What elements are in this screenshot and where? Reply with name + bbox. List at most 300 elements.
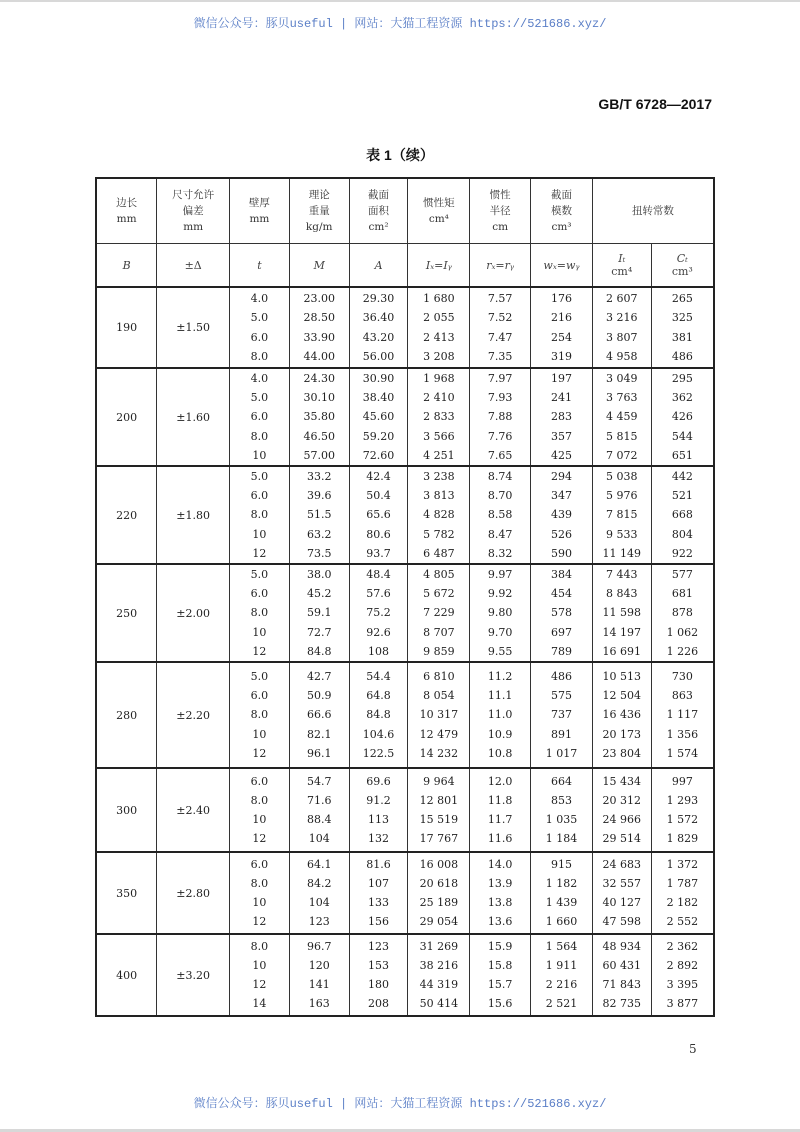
cell-value: 12 — [252, 746, 267, 760]
cell-modulus — [531, 466, 593, 564]
cell-inertia — [408, 768, 470, 852]
cell-value: 8.0 — [250, 429, 269, 443]
cell-value: 12 — [252, 546, 267, 560]
cell-radius — [470, 368, 531, 466]
cell-value: 5.0 — [250, 470, 269, 484]
cell-value: 163 — [308, 997, 330, 1011]
cell-torsion-Ct — [651, 852, 714, 934]
cell-value: 15 519 — [419, 813, 459, 826]
page-number: 5 — [689, 1042, 697, 1056]
cell-weight — [289, 768, 349, 852]
table-row-group — [96, 662, 714, 768]
cell-value: 96.1 — [306, 746, 332, 760]
cell-radius — [470, 852, 531, 934]
cell-value: 3 813 — [423, 489, 455, 503]
cell-tolerance: ±1.60 — [157, 368, 230, 466]
cell-value: 381 — [671, 330, 693, 344]
cell-value: 891 — [550, 727, 572, 741]
cell-value: 5 976 — [606, 489, 638, 503]
cell-value: 45.2 — [306, 587, 332, 601]
cell-value: 15.7 — [487, 978, 513, 991]
header-label: 截面 — [550, 189, 572, 201]
header-moment-of-inertia — [408, 178, 470, 244]
cell-value: 11.2 — [487, 670, 513, 684]
cell-torsion-It — [592, 368, 651, 466]
cell-value: 56.00 — [362, 349, 395, 363]
header-section-area — [349, 178, 408, 244]
cell-wall-thickness — [230, 934, 290, 1016]
cell-wall-thickness — [230, 768, 290, 852]
cell-value: 96.7 — [306, 939, 332, 953]
cell-value: 13.9 — [487, 876, 513, 890]
cell-value: 10.8 — [487, 746, 513, 760]
cell-value: 84.8 — [366, 708, 391, 722]
cell-value: 9 859 — [423, 644, 455, 658]
cell-value: 1 035 — [545, 813, 578, 826]
cell-value: 46.50 — [303, 429, 335, 443]
cell-value: 426 — [671, 410, 693, 424]
cell-value: 14 232 — [419, 746, 459, 760]
cell-value: 4 828 — [423, 508, 455, 522]
cell-weight — [289, 934, 349, 1016]
cell-value: 254 — [550, 330, 572, 344]
cell-value: 1 226 — [666, 644, 699, 658]
cell-value: 57.00 — [303, 448, 335, 462]
cell-value: 5 672 — [423, 587, 455, 601]
cell-value: 1 439 — [545, 896, 578, 909]
cell-value: 5 782 — [423, 527, 455, 541]
cell-value: 54.7 — [306, 774, 332, 788]
cell-value: 17 767 — [419, 832, 459, 846]
cell-value: 9.92 — [487, 587, 513, 601]
symbol-M: M — [289, 244, 349, 288]
cell-value: 40 127 — [602, 896, 642, 909]
cell-value: 54.4 — [366, 670, 391, 684]
cell-value: 12 — [252, 978, 267, 991]
cell-area — [349, 852, 408, 934]
cell-value: 575 — [550, 689, 572, 703]
cell-value: 7.52 — [487, 311, 513, 325]
cell-value: 697 — [550, 625, 572, 639]
cell-value: 6.0 — [250, 857, 269, 871]
cell-value: 8.32 — [487, 546, 513, 560]
cell-value: 9 533 — [606, 527, 638, 541]
cell-tolerance: ±2.00 — [157, 564, 230, 662]
cell-value: 88.4 — [306, 813, 332, 826]
cell-value: 20 618 — [419, 876, 459, 890]
cell-inertia — [408, 466, 470, 564]
cell-value: 319 — [550, 349, 572, 363]
symbol-Ct-label: Cₜ — [676, 252, 688, 265]
cell-value: 915 — [550, 857, 572, 871]
cell-weight — [289, 564, 349, 662]
table-row-group — [96, 934, 714, 1016]
symbol-It-label: Iₜ — [618, 252, 626, 265]
cell-area — [349, 768, 408, 852]
cell-value: 8.0 — [250, 793, 269, 807]
cell-value: 6.0 — [250, 689, 269, 703]
cell-value: 486 — [671, 349, 693, 363]
cell-value: 14 197 — [602, 625, 642, 639]
cell-value: 10 — [252, 625, 267, 639]
cell-value: 64.8 — [366, 689, 391, 703]
cell-tolerance: ±1.50 — [157, 287, 230, 368]
cell-value: 10 — [252, 896, 267, 909]
cell-inertia — [408, 287, 470, 368]
cell-value: 16 008 — [419, 857, 459, 871]
header-section-modulus — [531, 178, 593, 244]
cell-value: 12.0 — [487, 774, 513, 788]
cell-torsion-Ct — [651, 564, 714, 662]
cell-value: 7 815 — [606, 508, 638, 522]
cell-weight — [289, 287, 349, 368]
cell-value: 997 — [671, 774, 693, 788]
cell-value: 72.60 — [362, 448, 395, 462]
watermark-top: 微信公众号：豚贝useful | 网站：大猫工程资源 https://521686.xyz/ — [193, 17, 607, 31]
symbol-A: A — [349, 244, 408, 288]
cell-value: 3 763 — [606, 391, 638, 405]
page-top-border — [0, 0, 800, 2]
cell-value: 71.6 — [306, 793, 332, 807]
cell-value: 7.57 — [487, 292, 513, 306]
cell-value: 853 — [550, 793, 572, 807]
cell-value: 6.0 — [250, 774, 269, 788]
cell-value: 590 — [550, 546, 572, 560]
cell-value: 8 843 — [606, 587, 638, 601]
cell-value: 7 072 — [606, 448, 638, 462]
cell-value: 10 — [252, 813, 267, 826]
cell-value: 1 017 — [545, 746, 578, 760]
cell-wall-thickness — [230, 368, 290, 466]
cell-value: 6.0 — [250, 330, 269, 344]
cell-value: 5.0 — [250, 311, 269, 325]
cell-value: 24 683 — [602, 857, 642, 871]
cell-value: 1 293 — [666, 793, 699, 807]
cell-value: 7 229 — [423, 606, 455, 620]
cell-value: 11.1 — [487, 689, 513, 703]
header-label: 惯性矩 — [423, 197, 455, 209]
cell-value: 12 504 — [602, 689, 642, 703]
cell-torsion-It — [592, 287, 651, 368]
cell-wall-thickness — [230, 564, 290, 662]
cell-inertia — [408, 934, 470, 1016]
cell-value: 65.6 — [366, 508, 391, 522]
cell-value: 362 — [671, 391, 693, 405]
cell-value: 2 552 — [666, 915, 699, 929]
cell-value: 208 — [368, 997, 390, 1011]
cell-inertia — [408, 368, 470, 466]
header-label: 重量 — [308, 205, 330, 217]
cell-value: 141 — [308, 978, 330, 991]
cell-value: 7.97 — [487, 372, 513, 386]
header-torsion-constant — [592, 178, 714, 244]
cell-area — [349, 287, 408, 368]
cell-value: 132 — [368, 832, 390, 846]
cell-value: 521 — [671, 489, 693, 503]
cell-value: 33.90 — [303, 330, 335, 344]
cell-value: 122.5 — [362, 746, 395, 760]
cell-modulus — [531, 368, 593, 466]
cell-value: 922 — [671, 546, 693, 560]
cell-value: 9.97 — [487, 568, 513, 582]
cell-value: 7.93 — [487, 391, 513, 405]
cell-value: 28.50 — [303, 311, 335, 325]
cell-side-length: 300 — [96, 768, 157, 852]
cell-value: 91.2 — [366, 793, 391, 807]
cell-value: 1 968 — [423, 372, 455, 386]
cell-value: 6 810 — [423, 670, 455, 684]
cell-value: 84.2 — [306, 876, 332, 890]
cell-tolerance: ±2.80 — [157, 852, 230, 934]
header-label: 壁厚 — [248, 197, 270, 209]
cell-value: 5.0 — [250, 568, 269, 582]
table-row-group — [96, 564, 714, 662]
cell-value: 544 — [671, 429, 693, 443]
cell-value: 15.6 — [487, 997, 513, 1011]
cell-area — [349, 934, 408, 1016]
cell-wall-thickness — [230, 287, 290, 368]
cell-value: 5 038 — [606, 470, 638, 484]
cell-value: 123 — [308, 915, 330, 929]
cell-value: 13.6 — [487, 915, 513, 929]
cell-radius — [470, 768, 531, 852]
header-unit: kg/m — [305, 221, 333, 233]
cell-value: 7.76 — [487, 429, 513, 443]
cell-value: 4 958 — [606, 349, 638, 363]
cell-value: 3 208 — [423, 349, 455, 363]
cell-value: 20 173 — [602, 727, 642, 741]
cell-value: 5.0 — [250, 670, 269, 684]
cell-modulus — [531, 564, 593, 662]
cell-side-length: 220 — [96, 466, 157, 564]
cell-value: 93.7 — [366, 546, 391, 560]
cell-value: 13.8 — [487, 896, 513, 909]
cell-radius — [470, 662, 531, 768]
cell-value: 20 312 — [602, 793, 642, 807]
cell-value: 6.0 — [250, 410, 269, 424]
cell-value: 8.0 — [250, 606, 269, 620]
cell-value: 82.1 — [306, 727, 332, 741]
standard-code: GB/T 6728—2017 — [598, 96, 712, 112]
cell-value: 3 216 — [606, 311, 638, 325]
header-label: 扭转常数 — [631, 205, 674, 217]
cell-value: 39.6 — [306, 489, 332, 503]
header-label: 尺寸允许 — [172, 189, 215, 201]
cell-inertia — [408, 662, 470, 768]
header-unit: mm — [249, 213, 270, 225]
cell-value: 577 — [671, 568, 693, 582]
cell-value: 8.58 — [487, 508, 513, 522]
header-unit: cm² — [368, 221, 389, 233]
cell-value: 104 — [308, 832, 330, 846]
symbol-It-unit: cm⁴ — [611, 265, 633, 278]
cell-value: 4.0 — [250, 292, 269, 306]
cell-value: 10.9 — [487, 727, 513, 741]
cell-value: 35.80 — [303, 410, 335, 424]
header-label: 偏差 — [182, 205, 204, 217]
cell-value: 72.7 — [306, 625, 332, 639]
cell-area — [349, 564, 408, 662]
cell-value: 63.2 — [306, 527, 332, 541]
cell-value: 357 — [550, 429, 572, 443]
cell-value: 51.5 — [306, 508, 332, 522]
cell-value: 439 — [550, 508, 572, 522]
cell-value: 3 238 — [423, 470, 455, 484]
cell-value: 1 182 — [545, 876, 578, 890]
cell-value: 6.0 — [250, 587, 269, 601]
cell-torsion-It — [592, 662, 651, 768]
table-row-group — [96, 768, 714, 852]
header-unit: mm — [183, 221, 204, 233]
cell-value: 16 691 — [602, 644, 642, 658]
cell-value: 4 805 — [423, 568, 455, 582]
cell-inertia — [408, 852, 470, 934]
cell-value: 11 598 — [602, 606, 642, 620]
cell-value: 8.0 — [250, 508, 269, 522]
cell-value: 241 — [550, 391, 572, 405]
cell-value: 29 514 — [602, 832, 642, 846]
cell-value: 4 251 — [423, 448, 455, 462]
symbol-B: B — [96, 244, 157, 288]
cell-value: 104.6 — [362, 727, 395, 741]
header-unit: cm³ — [551, 221, 572, 233]
cell-value: 71 843 — [602, 978, 642, 991]
cell-value: 9 964 — [423, 774, 455, 788]
cell-value: 75.2 — [366, 606, 391, 620]
symbol-It — [592, 244, 651, 288]
cell-value: 425 — [550, 448, 572, 462]
cell-value: 3 395 — [666, 978, 699, 991]
cell-modulus — [531, 662, 593, 768]
cell-value: 50 414 — [419, 997, 459, 1011]
cell-value: 2 216 — [545, 978, 578, 991]
cell-value: 1 564 — [545, 939, 578, 953]
cell-modulus — [531, 934, 593, 1016]
cell-value: 10 — [252, 527, 267, 541]
cell-value: 2 362 — [666, 939, 699, 953]
cell-value: 8.74 — [487, 470, 513, 484]
cell-value: 578 — [550, 606, 572, 620]
cell-value: 14.0 — [487, 857, 513, 871]
cell-value: 42.7 — [306, 670, 332, 684]
cell-value: 384 — [550, 568, 572, 582]
cell-torsion-It — [592, 466, 651, 564]
cell-value: 3 049 — [606, 372, 638, 386]
cell-modulus — [531, 768, 593, 852]
cell-value: 44.00 — [303, 349, 335, 363]
cell-value: 80.6 — [366, 527, 391, 541]
cell-value: 1 574 — [666, 746, 699, 760]
symbol-delta: ±Δ — [157, 244, 230, 288]
cell-value: 45.60 — [362, 410, 395, 424]
cell-value: 737 — [550, 708, 572, 722]
cell-value: 2 410 — [423, 391, 455, 405]
table-row-group — [96, 466, 714, 564]
cell-value: 804 — [671, 527, 693, 541]
cell-side-length: 400 — [96, 934, 157, 1016]
header-side-length — [96, 178, 157, 244]
cell-value: 1 184 — [545, 832, 578, 846]
cell-value: 60 431 — [602, 958, 642, 972]
cell-value: 2 182 — [666, 896, 699, 909]
cell-value: 442 — [671, 470, 693, 484]
symbol-row — [96, 244, 714, 288]
symbol-w: wₓ=wᵧ — [531, 244, 593, 288]
cell-value: 82 735 — [602, 997, 642, 1011]
cell-value: 197 — [550, 372, 572, 386]
cell-value: 15.8 — [487, 958, 513, 972]
cell-side-length: 250 — [96, 564, 157, 662]
cell-torsion-Ct — [651, 466, 714, 564]
cell-value: 283 — [550, 410, 572, 424]
cell-wall-thickness — [230, 662, 290, 768]
cell-value: 3 807 — [606, 330, 638, 344]
cell-value: 9.70 — [487, 625, 513, 639]
header-row — [96, 178, 714, 244]
cell-value: 681 — [671, 587, 693, 601]
cell-value: 8.0 — [250, 708, 269, 722]
cell-torsion-It — [592, 564, 651, 662]
symbol-I: Iₓ=Iᵧ — [408, 244, 470, 288]
header-unit: cm — [492, 221, 509, 233]
cell-value: 4 459 — [606, 410, 638, 424]
cell-value: 789 — [550, 644, 572, 658]
cell-value: 9.80 — [487, 606, 513, 620]
cell-torsion-It — [592, 934, 651, 1016]
cell-tolerance: ±2.20 — [157, 662, 230, 768]
cell-value: 153 — [368, 958, 390, 972]
cell-value: 8.0 — [250, 349, 269, 363]
table-row-group — [96, 852, 714, 934]
cell-value: 50.4 — [366, 489, 391, 503]
cell-torsion-Ct — [651, 934, 714, 1016]
cell-value: 1 787 — [666, 876, 699, 890]
cell-value: 1 572 — [666, 813, 699, 826]
cell-value: 81.6 — [366, 857, 391, 871]
cell-inertia — [408, 564, 470, 662]
cell-value: 29 054 — [419, 915, 459, 929]
cell-torsion-It — [592, 852, 651, 934]
cell-torsion-Ct — [651, 768, 714, 852]
cell-value: 265 — [671, 292, 693, 306]
header-label: 惯性 — [489, 189, 511, 201]
cell-side-length: 280 — [96, 662, 157, 768]
table-row-group — [96, 368, 714, 466]
cell-side-length: 350 — [96, 852, 157, 934]
cell-value: 44 319 — [419, 978, 459, 991]
header-tolerance — [157, 178, 230, 244]
cell-value: 48.4 — [366, 568, 391, 582]
cell-value: 23.00 — [303, 292, 335, 306]
cell-value: 6.0 — [250, 489, 269, 503]
header-radius-of-gyration — [470, 178, 531, 244]
cell-value: 48 934 — [602, 939, 642, 953]
cell-side-length: 200 — [96, 368, 157, 466]
cell-value: 8.0 — [250, 876, 269, 890]
watermark-bottom: 微信公众号：豚贝useful | 网站：大猫工程资源 https://521686.xyz/ — [193, 1097, 607, 1111]
cell-value: 878 — [671, 606, 693, 620]
cell-value: 24 966 — [602, 813, 642, 826]
cell-value: 486 — [550, 670, 572, 684]
header-theoretical-weight — [289, 178, 349, 244]
cell-modulus — [531, 287, 593, 368]
symbol-t: t — [230, 244, 290, 288]
cell-value: 216 — [550, 311, 572, 325]
cell-value: 104 — [308, 896, 330, 909]
cell-value: 11.8 — [487, 793, 513, 807]
cell-value: 347 — [550, 489, 572, 503]
table-body — [96, 287, 714, 1016]
